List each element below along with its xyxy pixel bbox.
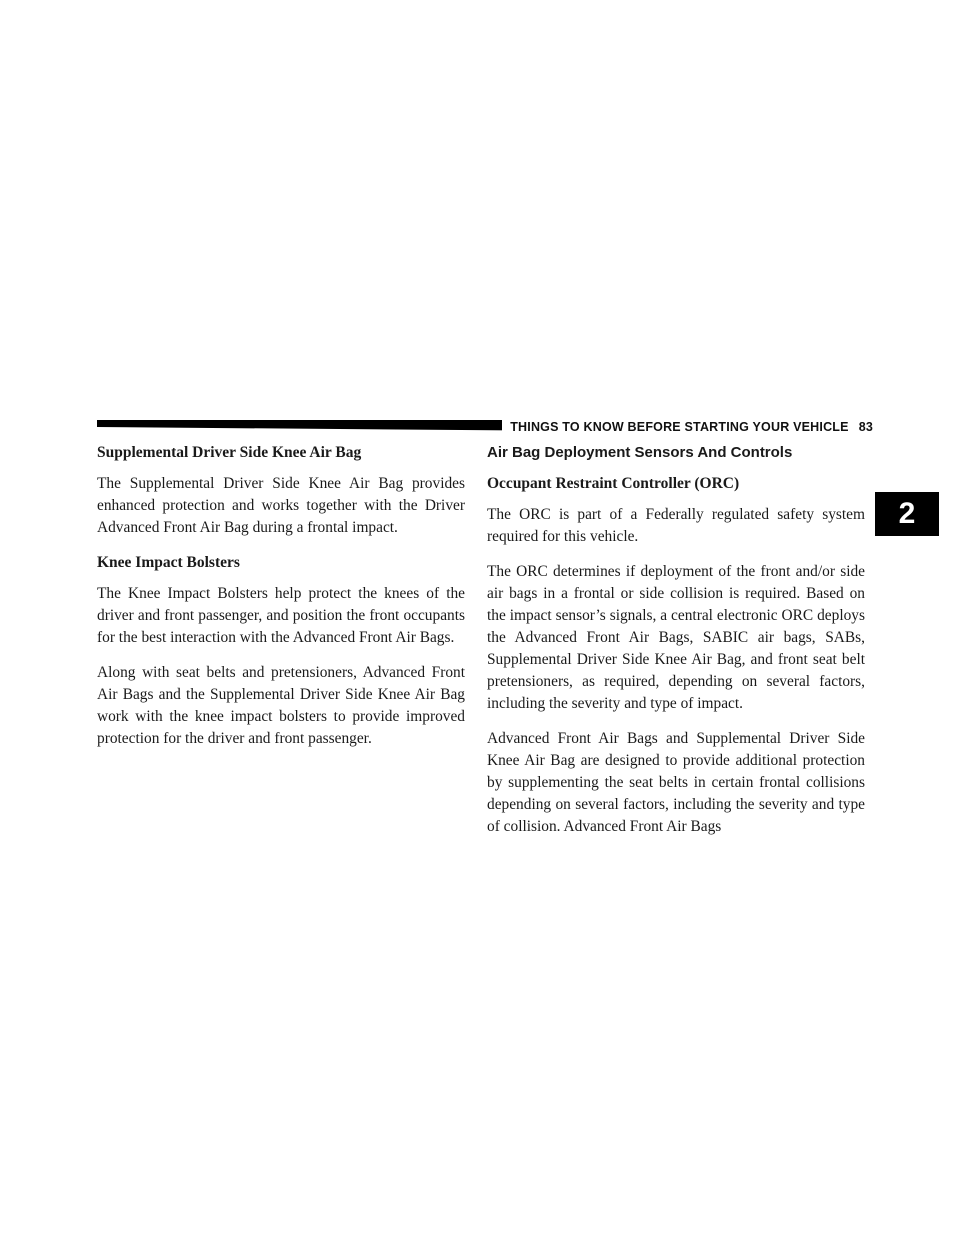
paragraph-advanced-front-air-bags: Advanced Front Air Bags and Supplemental Driver Side Knee Air Bag are designed to provide additional protection by supplementing the seat belts in certain frontal collisions depending on several factors, including the severity and type of collision. Advanced Front Air Bags [487, 730, 865, 835]
paragraph-knee-bolsters: The Knee Impact Bolsters help protect the knees of the driver and front passenger, and position the front occupants for the best interaction with the Advanced Front Air Bags. [97, 585, 465, 646]
page-number: 83 [858, 420, 873, 434]
heading-orc: Occupant Restraint Controller (ORC) [487, 475, 740, 492]
heading-knee-air-bag: Supplemental Driver Side Knee Air Bag [97, 444, 362, 461]
heading-knee-bolsters: Knee Impact Bolsters [97, 554, 240, 571]
right-column [487, 442, 865, 838]
paragraph-knee-air-bag: The Supplemental Driver Side Knee Air Bag provides enhanced protection and works together with the Driver Advanced Front Air Bag during a frontal impact. [97, 475, 465, 536]
running-header [97, 416, 873, 440]
left-column [97, 442, 465, 750]
paragraph-orc-part: The ORC is part of a Federally regulated safety system required for this vehicle. [487, 506, 865, 545]
section-heading-deployment-sensors: Air Bag Deployment Sensors And Controls [487, 444, 793, 461]
paragraph-orc-determines: The ORC determines if deployment of the front and/or side air bags in a frontal or side collision is required. Based on the impact sensor’s signals, a central electronic ORC deploys the Advanced Front Air Bags, SABIC air bags, SABs, Supplemental Driver Side Knee Air Bag, and front seat belt pretensioners, as required, depending on several factors, including the severity and type of impact. [487, 563, 865, 712]
paragraph-seat-belts: Along with seat belts and pretensioners, Advanced Front Air Bags and the Supplemental Driver Side Knee Air Bag work with the knee impact bolsters to provide improved protection for the driver and front passenger. [97, 664, 465, 747]
header-title: THINGS TO KNOW BEFORE STARTING YOUR VEHICLE [510, 420, 849, 434]
chapter-number: 2 [898, 497, 916, 530]
header-title-group [502, 420, 873, 434]
chapter-tab [875, 492, 939, 536]
